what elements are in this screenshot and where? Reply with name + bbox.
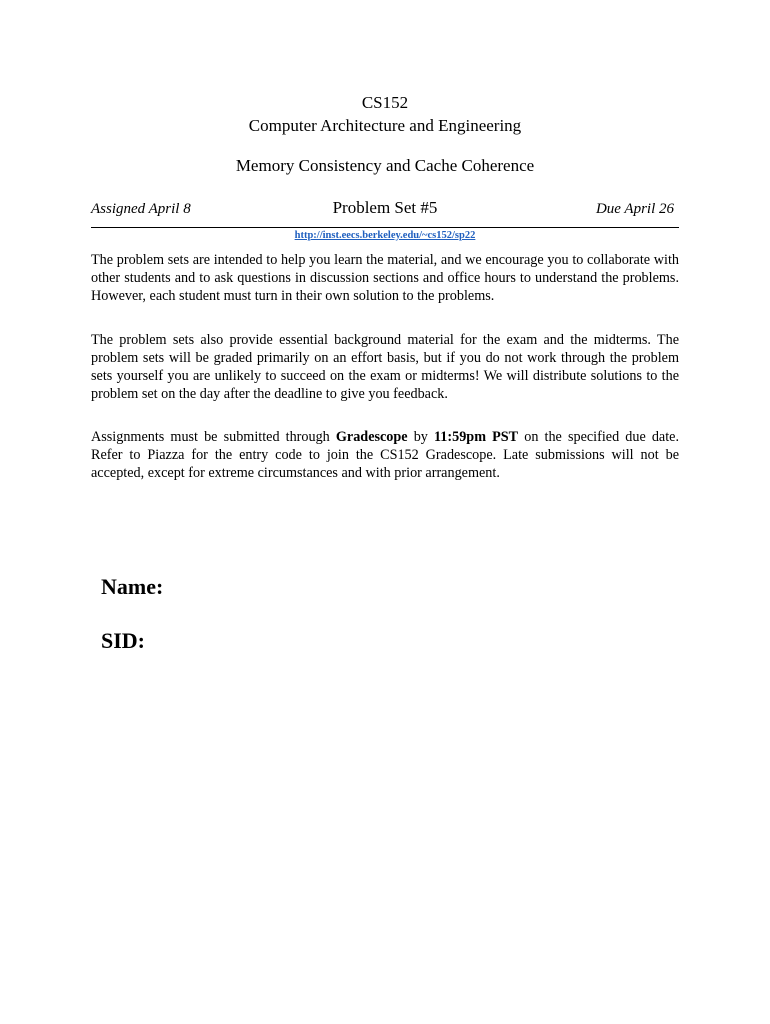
name-field-label: Name: xyxy=(101,574,164,599)
submission-text-2: by xyxy=(407,429,434,445)
header-divider xyxy=(91,227,679,228)
submission-paragraph xyxy=(91,428,679,482)
assignment-header-row xyxy=(91,198,679,220)
due-date: Due April 26 xyxy=(595,201,674,217)
course-website-link[interactable]: http://inst.eecs.berkeley.edu/~cs152/sp22 xyxy=(294,230,476,241)
gradescope-emphasis: Gradescope xyxy=(335,429,408,445)
document-subtitle: Memory Consistency and Cache Coherence xyxy=(235,156,535,175)
course-name: Computer Architecture and Engineering xyxy=(248,116,522,135)
intro-paragraph: The problem sets are intended to help you learn the material, and we encourage you to collaborate with other students and to ask questions in discussion sections and office hours to understand the problems. However, each student must turn in their own solution to the problems. xyxy=(91,252,679,304)
submission-text-3: on the specified due date. Refer to Piazza for the entry code to join the CS152 Gradescope. Late submissions will not be accepted, except for extreme circumstances and with prior arrangement. xyxy=(91,429,680,481)
problem-set-title: Problem Set #5 xyxy=(332,198,438,217)
course-code: CS152 xyxy=(361,93,409,112)
background-paragraph: The problem sets also provide essential background material for the exam and the midterms. The problem sets will be graded primarily on an effort basis, but if you do not work through the problem sets yourself you are unlikely to succeed on the exam or midterms! We will distribute solutions to the problem set on the day after the deadline to give you feedback. xyxy=(91,332,679,402)
submission-text-1: Assignments must be submitted through xyxy=(91,429,336,445)
assigned-date: Assigned April 8 xyxy=(91,201,191,217)
sid-field-label: SID: xyxy=(101,628,146,653)
deadline-time-emphasis: 11:59pm PST xyxy=(433,429,519,445)
